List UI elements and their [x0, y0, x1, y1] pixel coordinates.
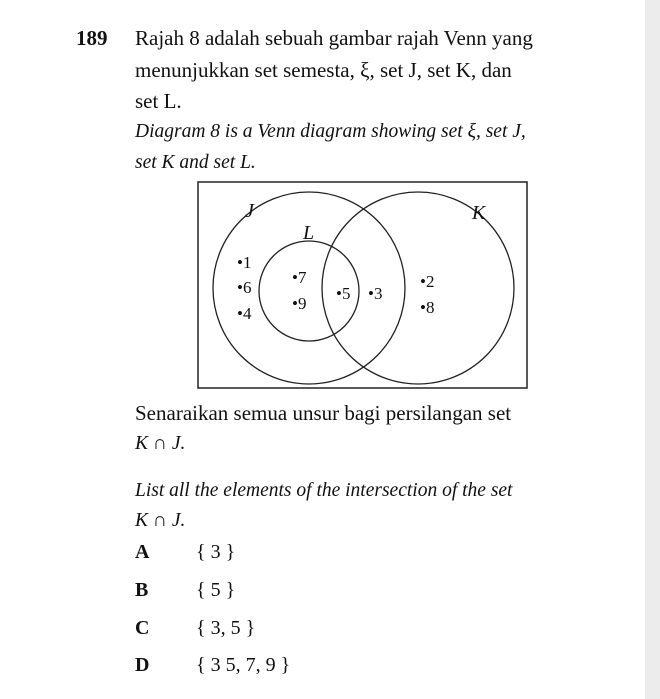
instruction-english-line-2: K ∩ J. — [135, 510, 186, 531]
element-8: •8 — [420, 298, 435, 317]
option-c-letter[interactable]: C — [135, 617, 150, 639]
venn-diagram — [197, 181, 528, 389]
element-4: •4 — [237, 304, 252, 323]
instruction-malay-line-1: Senaraikan semua unsur bagi persilangan set — [135, 401, 512, 425]
malay-text-line-3: set L. — [135, 89, 182, 113]
option-c-text[interactable]: { 3, 5 } — [196, 617, 256, 639]
element-5: •5 — [336, 284, 351, 303]
english-text-line-1: Diagram 8 is a Venn diagram showing set ξ, set J, — [135, 121, 526, 142]
option-a-text[interactable]: { 3 } — [196, 541, 236, 563]
option-d-text[interactable]: { 3 5, 7, 9 } — [196, 654, 291, 676]
malay-text-line-1: Rajah 8 adalah sebuah gambar rajah Venn yang — [135, 26, 533, 50]
question-number: 189 — [76, 26, 108, 50]
malay-text-line-2: menunjukkan set semesta, ξ, set J, set K, dan — [135, 58, 512, 82]
set-k-label: K — [472, 202, 486, 224]
option-d-letter[interactable]: D — [135, 654, 150, 676]
option-b-text[interactable]: { 5 } — [196, 579, 236, 601]
element-3: •3 — [368, 284, 383, 303]
element-6: •6 — [237, 278, 252, 297]
instruction-english-line-1: List all the elements of the intersection of the set — [135, 480, 513, 501]
element-9: •9 — [292, 294, 307, 313]
element-1: •1 — [237, 253, 252, 272]
option-b-letter[interactable]: B — [135, 579, 149, 601]
set-l-label: L — [303, 222, 315, 244]
set-j-label: J — [245, 200, 254, 222]
element-7: •7 — [292, 268, 307, 287]
option-a-letter[interactable]: A — [135, 541, 150, 563]
english-text-line-2: set K and set L. — [135, 152, 256, 173]
element-2: •2 — [420, 272, 435, 291]
instruction-malay-line-2: K ∩ J. — [135, 433, 186, 454]
